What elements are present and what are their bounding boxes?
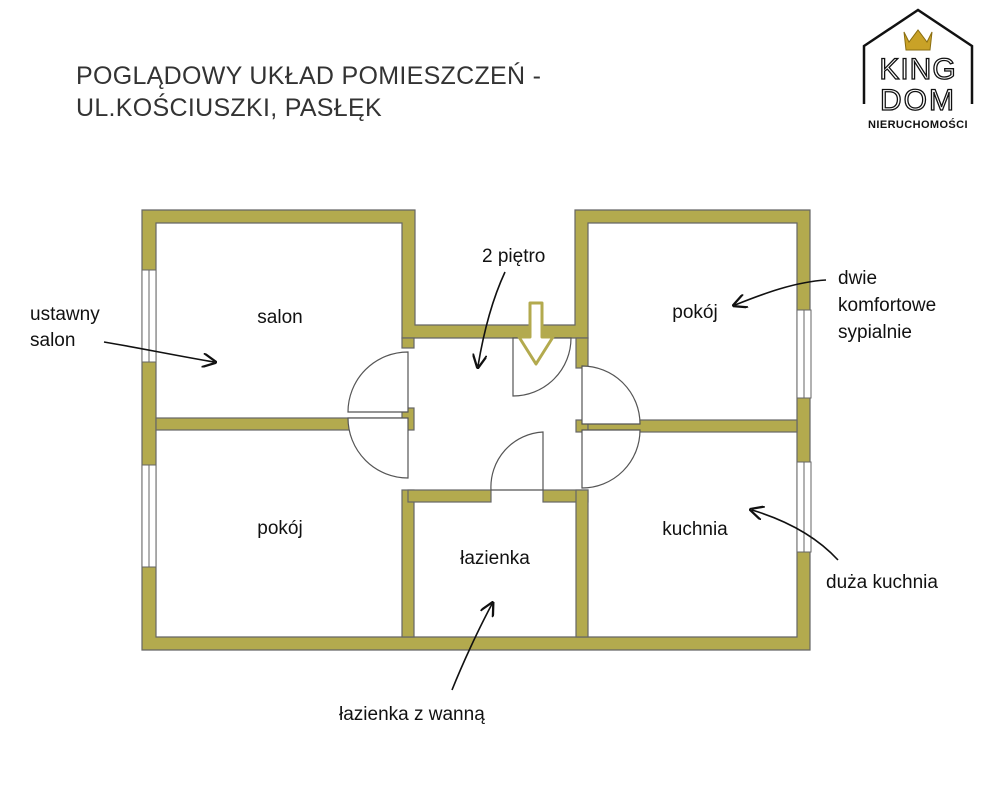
door-pokoj-left-arc: [348, 418, 408, 478]
logo-king-text: KING: [879, 53, 957, 86]
room-label-pokoj-right: pokój: [672, 302, 718, 323]
arrow-bedrooms: [735, 280, 826, 305]
door-pokoj-right: [582, 366, 640, 424]
title-line-1: POGLĄDOWY UKŁAD POMIESZCZEŃ -: [76, 62, 542, 90]
door-salon: [348, 352, 408, 412]
arrow-salon: [104, 342, 214, 362]
room-label-salon: salon: [257, 307, 303, 328]
annotation-bedrooms-line-2: komfortowe: [838, 295, 937, 316]
logo-subtitle: NIERUCHOMOŚCI: [868, 119, 968, 131]
annotation-bathroom: łazienka z wanną: [339, 704, 485, 725]
annotation-bedrooms-line-1: dwie: [838, 268, 878, 289]
wall-pokoj-lazienka: [402, 490, 414, 637]
wall-hall-right-upper: [576, 338, 588, 368]
wall-hall-bottom-left: [408, 490, 491, 502]
annotation-bedrooms-line-3: sypialnie: [838, 322, 912, 343]
arrow-kitchen: [752, 510, 838, 560]
annotation-salon-line-2: salon: [30, 330, 76, 351]
door-kuchnia: [582, 430, 640, 488]
annotation-kitchen: duża kuchnia: [826, 572, 938, 593]
room-label-kuchnia: kuchnia: [662, 519, 728, 540]
annotation-bedrooms: [838, 265, 936, 346]
title-line-2: UL.KOŚCIUSZKI, PASŁĘK: [76, 94, 382, 122]
room-label-lazienka: łazienka: [460, 548, 530, 569]
floor-note: 2 piętro: [482, 246, 546, 267]
arrow-floor-note: [478, 272, 505, 366]
wall-salon-hall: [402, 338, 414, 348]
logo-dom-text: DOM: [880, 84, 956, 117]
annotation-salon: [30, 302, 100, 354]
room-label-pokoj-left: pokój: [257, 518, 303, 539]
wall-lazienka-kuchnia: [576, 490, 588, 637]
annotation-salon-line-1: ustawny: [30, 304, 100, 325]
door-lazienka: [491, 432, 543, 490]
